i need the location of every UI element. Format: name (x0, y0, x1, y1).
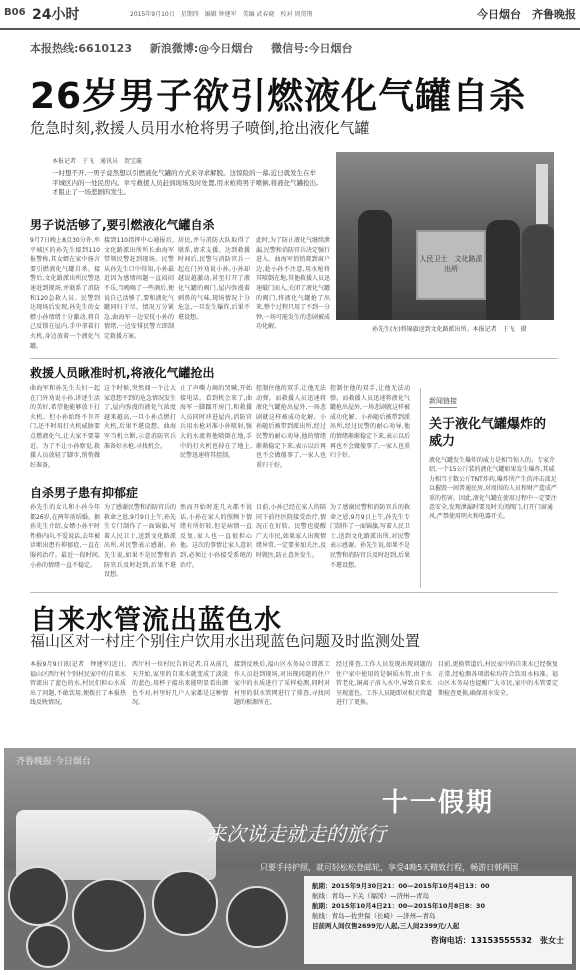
ad-photo (8, 866, 68, 926)
ad-departure-route: 航线：青岛—佐世保（长崎）—济州—青岛 (312, 912, 436, 920)
story1-section2-col5: 控制住他的双手,让他无法动弹。而救援人员迅速将液化气罐抢出屋外,一场悲剧就这样被成功化解。小孙随后被带到派出所,经过民警的耐心劝导,他的情绪渐渐稳定下来,表示以后再也不会做傻事了,一家人也重归于好。 (330, 385, 410, 460)
section-name: 24小时 (32, 7, 80, 23)
hotline-phone: 本报热线:6610123 (30, 42, 132, 55)
story2-col2: 西厅村一位村民告诉记者,自从前几天开始,家里的自来水就变成了淡淡的蓝色,用杯子接出来能明显看出颜色不对,村里好几户人家都是这种情况。 (132, 661, 228, 707)
story1-photo-caption: 孙先生(左)将锦旗送到文化路派出所。本报记者 于飞 摄 (372, 326, 527, 333)
paper-name: 今日烟台 齐鲁晚报 (477, 8, 576, 21)
story1-lead: 一时想不开,一男子竟然想以引燃液化气罐的方式来寻求解脱。这惊险的一幕,近日就发生在牟平城区内的一处民房内。幸亏救援人员赶到现场及时处置,用水枪将男子喷倒,将液化气罐抢出,才阻止了一场悲剧的发生。 (52, 169, 319, 196)
story2-subhead: 福山区对一村庄个别住户饮用水出现蓝色问题及时监测处置 (30, 632, 421, 650)
photo-figure (522, 225, 554, 320)
story1-section3-col2: 为了感谢民警和消防官兵的救命之恩,9月9日上午,孙先生专门制作了一面锦旗,写着人民卫士,送到文化路派出所,对民警表示感谢。孙先生说,如果不是民警和消防官兵及时赶到,后果不堪设想。 (104, 504, 176, 579)
story1-photo (336, 152, 554, 320)
story1-section2-heading: 救援人员瞅准时机,将液化气罐抢出 (30, 366, 215, 380)
story2-col1: 本报9月9日讯(记者 钟建军)近日,福山区西厅村个别村民家中的自来水管流出了蓝色的水,村民们担心水质出了问题,不敢饮用,便拨打了本报热线反映情况。 (30, 661, 126, 707)
page-number: B06 (4, 7, 26, 18)
ad-departure-date: 航期：2015年10月4日21：00—2015年10月8日8：30 (312, 902, 485, 910)
photo-figure (358, 210, 392, 320)
ad-info-box (304, 876, 572, 964)
cruise-advertisement[interactable] (4, 748, 576, 970)
ad-logo: 齐鲁晚报·今日烟台 (16, 757, 91, 767)
masthead-info: 2015年9月10日 星期四 编辑 钟建军 美编 武春晓 校对 周贯荆 (130, 11, 313, 18)
story1-section1-col3: 居民,并与消防大队取得了联系,请求支援。达到救援时间后,民警与消防官兵一起在门外劝说小孙,小孙却越说越激动,甚至打开了液化气罐的阀门,屋内弥漫着刺鼻的气味,现场情况十分危急,一旦发生爆炸,后果不堪设想。 (178, 237, 250, 321)
ad-departure-route: 航线：青岛—下关（福冈）—济州—青岛 (312, 892, 429, 900)
ad-departure-2 (312, 901, 564, 921)
story2-col5: 目前,更换管道后,村民家中的自来水已经恢复正常,经检测各项指标均符合饮用水标准。福山区水务局也提醒广大市民,家中的水管要定期检查更换,确保用水安全。 (438, 661, 558, 697)
ad-price: 目前两人间仅售2699元/人起,三人间2399元/人起 (312, 922, 460, 930)
news-link-sidebar (420, 388, 558, 588)
ad-contact-phone[interactable]: 咨询电话：13153555532 张女士 (430, 936, 564, 945)
story2-col3: 接到反映后,福山区水务局立即派工作人员赶到现场,对出现问题的住户家中的水质进行了采样检测,同时对村里的供水管网进行了排查,寻找问题的根源所在。 (234, 661, 330, 707)
ad-slogan: 来次说走就走的旅行 (206, 822, 386, 846)
photo-banner: 人民卫士 文化路派出所 (416, 230, 486, 300)
ad-photo (152, 870, 218, 936)
photo-figure (486, 220, 520, 320)
ad-departure-date: 航期：2015年9月30日21：00—2015年10月4日13：00 (312, 882, 490, 890)
story1-section2-col4: 控制住他的双手,让他无法动弹。而救援人员迅速将液化气罐抢出屋外,一场悲剧就这样被成功化解。小孙随后被带到派出所,经过民警的耐心劝导,他的情绪渐渐稳定下来,表示以后再也不会做傻事了,一家人也重归于好。 (256, 385, 326, 469)
ad-tagline: 只要手持护照，就可轻松松登邮轮，享受4晚5天精致行程，畅游日韩两国 (260, 863, 519, 872)
story1-headline: 26岁男子欲引燃液化气罐自杀 (30, 76, 527, 117)
ad-photo (226, 886, 288, 948)
hotline-bar (30, 40, 366, 56)
story1-section3-col4: 目前,小孙已经在家人的陪同下前往医院接受治疗,情况正在好转。民警也提醒广大市民,如果家人出现情绪异常,一定要多加关注,及时就医,防止意外发生。 (256, 504, 326, 559)
story1-byline: 本报记者 于飞 通讯员 贺宝璇 (52, 158, 143, 165)
sidebar-body: 液化气罐发生爆炸的威力是相当惊人的。专家介绍,一个15公斤装的液化气罐如果发生爆炸,其威力相当于数公斤TNT炸药,爆炸所产生的冲击波足以摧毁一间普通民房,对周围的人员和财产造成严重的伤害。因此,液化气罐在使用过程中一定要注意安全,发现泄漏时要及时关闭阀门,打开门窗通风,严禁使用明火和电器开关。 (429, 457, 557, 521)
ad-big-title: 十一假期 (382, 788, 495, 818)
story1-section3-heading: 自杀男子患有抑郁症 (30, 486, 139, 500)
ad-departure-1 (312, 881, 564, 901)
story1-section1-heading: 男子说活够了,要引燃液化气罐自杀 (30, 218, 215, 232)
story1-section3-col3: 然而开始时连几天都不说话,小孙在家人的照顾下情绪有所好转,但是病情一直反复,家人也一直很担心他。这次的事情让家人意识到,必须让小孙接受系统的治疗。 (180, 504, 252, 569)
masthead (0, 0, 580, 30)
story1-section2-col2: 这个时候,突然闻一个让大家意想不到的危急情况发生了,屋内弥漫的液化气浓度越来越高,一旦小孙点燃打火机,后果不堪设想。曲海军当机立断,示意消防官兵准备好水枪,寻找机会。 (104, 385, 176, 450)
sidebar-title: 关于液化气罐爆炸的威力 (429, 417, 547, 449)
story1-section2-col3: 止了声嘶力竭的哭喊,开始接电话。看到机会来了,曲海军一脚踹开房门,和救援人员同时冲进屋内,消防官兵用水枪对准小孙喷射,强大的水流将他喷倒在地,手中的打火机也掉在了地上,民警迅速将其控制。 (180, 385, 252, 460)
story1-section1-col1: 9月7日晚上8点30分许,牟平城区的孙先生接到110报警称,其女婿在家中扬言要引燃液化气罐自杀。接警后,文化路派出所民警迅速赶到现场,并联系了消防和120急救人员。民警到达现场后发现,孙先生的女婿小孙情绪十分激动,将自己反锁在屋内,手中拿着打火机,身边放着一个液化气罐。 (30, 237, 100, 350)
story2-col4: 经过排查,工作人员发现出现问题的住户家中使用的是铜质水管,由于水管老化,铜离子溶入水中,导致自来水呈现蓝色。工作人员随即对相关管道进行了更换。 (336, 661, 432, 707)
story1-section3-col5: 为了感谢民警和消防官兵的救命之恩,9月9日上午,孙先生专门制作了一面锦旗,写着人民卫士,送到文化路派出所,对民警表示感谢。孙先生说,如果不是民警和消防官兵及时赶到,后果不堪设想。 (330, 504, 410, 569)
ad-photo (26, 924, 70, 968)
photo-sign (536, 164, 548, 224)
story2-headline: 自来水管流出蓝色水 (30, 605, 282, 636)
story1-section1-col2: 接到110指挥中心通报后,文化路派出所所长曲海军带领民警赶到现场。民警从孙先生口中得知,小孙最近因为感情问题一直闷闷不乐,当晚喝了一些酒后,便说自己活够了,要和液化气罐同归于尽。情况万分紧急,曲海军一边安抚小孙的情绪,一边安排民警立即制定救援方案。 (104, 237, 174, 340)
hotline-weibo: 新浪微博:@今日烟台 (149, 42, 254, 55)
hotline-wechat: 微信号:今日烟台 (271, 42, 353, 55)
sidebar-tag: 新闻链接 (429, 396, 457, 408)
story1-section3-col1: 孙先生的女儿和小孙今年都26岁,在两年前结婚。据孙先生介绍,女婿小孙平时性格内向,不爱说话,去年被诊断出患有抑郁症,一直在服药治疗。最近一段时间,小孙的情绪一直不稳定。 (30, 504, 100, 569)
divider (30, 592, 558, 593)
story1-section2-col1: 曲海军和孙先生夫妇一起在门外劝说小孙,讲述生活的美好,希望他能够放下打火机。但小孙始终不肯开门,还不时用打火机威胁要点燃液化气,让大家不要靠近。为了不让小孙察觉,救援人员放轻了脚步,悄悄做好准备。 (30, 385, 100, 469)
story1-subhead: 危急时刻,救援人员用水枪将男子喷倒,抢出液化气罐 (30, 119, 370, 137)
ad-photo (72, 878, 146, 952)
divider (30, 358, 558, 359)
story1-section1-col4: 此时,为了防止液化气继续泄漏,民警和消防官兵决定强行进入。曲海军悄悄爬到窗户边,趁小孙不注意,用水枪将其喷倒在地,其他救援人员迅速破门而入,关闭了液化气罐的阀门,将液化气罐抢了出来,整个过程只用了不到一分钟,一场可能发生的悲剧被成功化解。 (256, 237, 330, 331)
